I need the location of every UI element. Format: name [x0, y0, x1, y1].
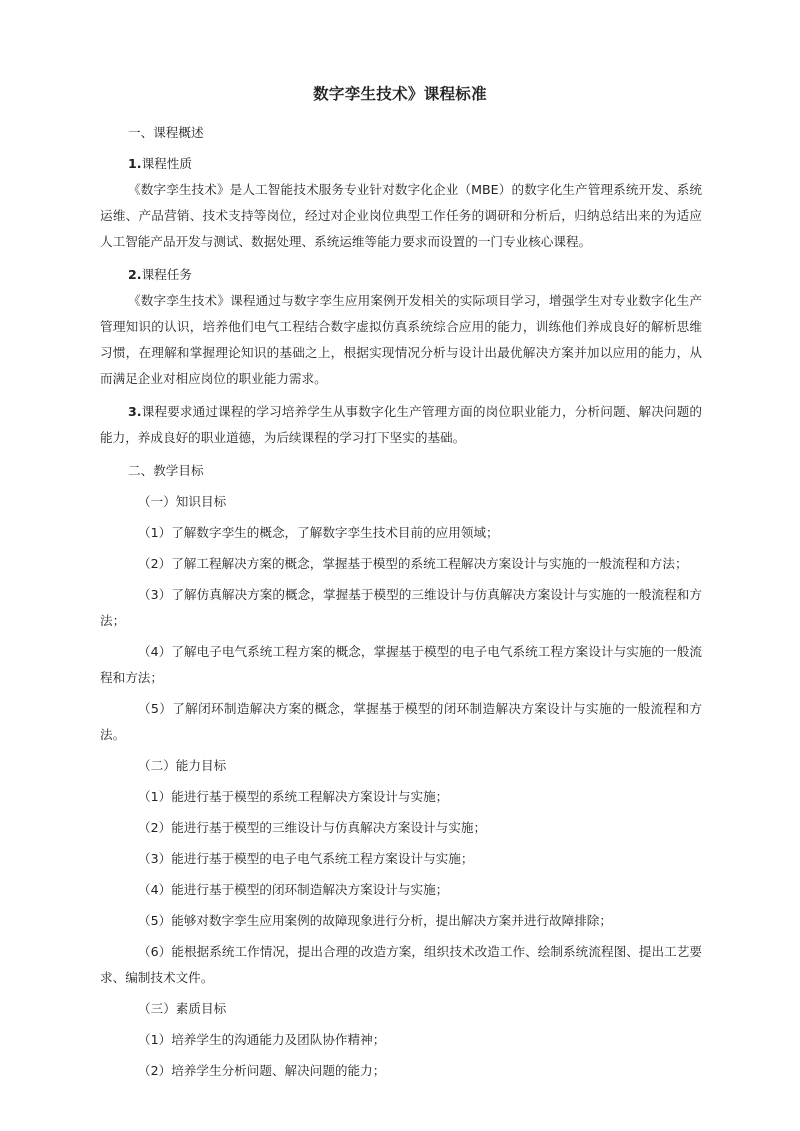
subsection-number: 3. — [128, 404, 142, 419]
paragraph-course-tasks: 《数字孪生技术》课程通过与数字孪生应用案例开发相关的实际项目学习，增强学生对专业数字化生产管理知识的认识，培养他们电气工程结合数字虚拟仿真系统综合应用的能力，训练他们养成良好的解析思维习惯，在理解和掌握理论知识的基础之上，根据实现情况分析与设计出最优解决方案并加以应用的能力，从而满足企业对相应岗位的职业能力需求。 — [100, 293, 702, 386]
objective-heading-ability: （二）能力目标 — [138, 758, 227, 773]
subsection-label: 课程任务 — [141, 267, 192, 282]
paragraph-course-nature: 《数字孪生技术》是人工智能技术服务专业针对数字化企业（MBE）的数字化生产管理系统开发、系统运维、产品营销、技术支持等岗位，经过对企业岗位典型工作任务的调研和分析后，归纳总结出来的为适应人工智能产品开发与测试、数据处理、系统运维等能力要求而设置的一门专业核心课程。 — [100, 182, 702, 249]
list-item: （5）了解闭环制造解决方案的概念，掌握基于模型的闭环制造解决方案设计与实施的一般流程和方法。 — [100, 701, 702, 742]
list-item: （1）了解数字孪生的概念，了解数字孪生技术目前的应用领域； — [138, 525, 499, 540]
list-item: （6）能根据系统工作情况，提出合理的改造方案，组织技术改造工作、绘制系统流程图、提出工艺要求、编制技术文件。 — [100, 944, 702, 985]
subsection-label: 课程性质 — [141, 156, 192, 171]
list-item: （5）能够对数字孪生应用案例的故障现象进行分析，提出解决方案并进行故障排除； — [138, 913, 612, 928]
subsection-number: 2. — [128, 267, 142, 282]
list-item: （3）能进行基于模型的电子电气系统工程方案设计与实施； — [138, 851, 474, 866]
paragraph-course-requirements — [100, 399, 702, 451]
subsection-heading-course-tasks — [100, 262, 702, 288]
subsection-heading-course-nature — [100, 151, 702, 177]
list-item: （3）了解仿真解决方案的概念，掌握基于模型的三维设计与仿真解决方案设计与实施的一般流程和方法； — [100, 587, 702, 628]
section-heading-teaching-objectives: 二、教学目标 — [128, 463, 204, 478]
list-item: （2）培养学生分析问题、解决问题的能力； — [138, 1063, 386, 1078]
list-item: （1）培养学生的沟通能力及团队协作精神； — [138, 1032, 386, 1047]
list-item: （1）能进行基于模型的系统工程解决方案设计与实施； — [138, 789, 449, 804]
list-item: （2）了解工程解决方案的概念，掌握基于模型的系统工程解决方案设计与实施的一般流程和方法； — [138, 556, 688, 571]
section-heading-course-overview: 一、课程概述 — [128, 125, 204, 140]
document-title: 数字孪生技术》课程标准 — [313, 85, 487, 103]
list-item: （2）能进行基于模型的三维设计与仿真解决方案设计与实施； — [138, 820, 487, 835]
requirements-text: 课程要求通过课程的学习培养学生从事数字化生产管理方面的岗位职业能力，分析问题、解决问题的能力，养成良好的职业道德，为后续课程的学习打下坚实的基础。 — [100, 404, 702, 445]
objective-heading-quality: （三）素质目标 — [138, 1001, 227, 1016]
subsection-number: 1. — [128, 156, 142, 171]
objective-heading-knowledge: （一）知识目标 — [138, 494, 227, 509]
list-item: （4）能进行基于模型的闭环制造解决方案设计与实施； — [138, 882, 449, 897]
document-body — [100, 120, 702, 1084]
list-item: （4）了解电子电气系统工程方案的概念，掌握基于模型的电子电气系统工程方案设计与实施的一般流程和方法； — [100, 644, 702, 685]
